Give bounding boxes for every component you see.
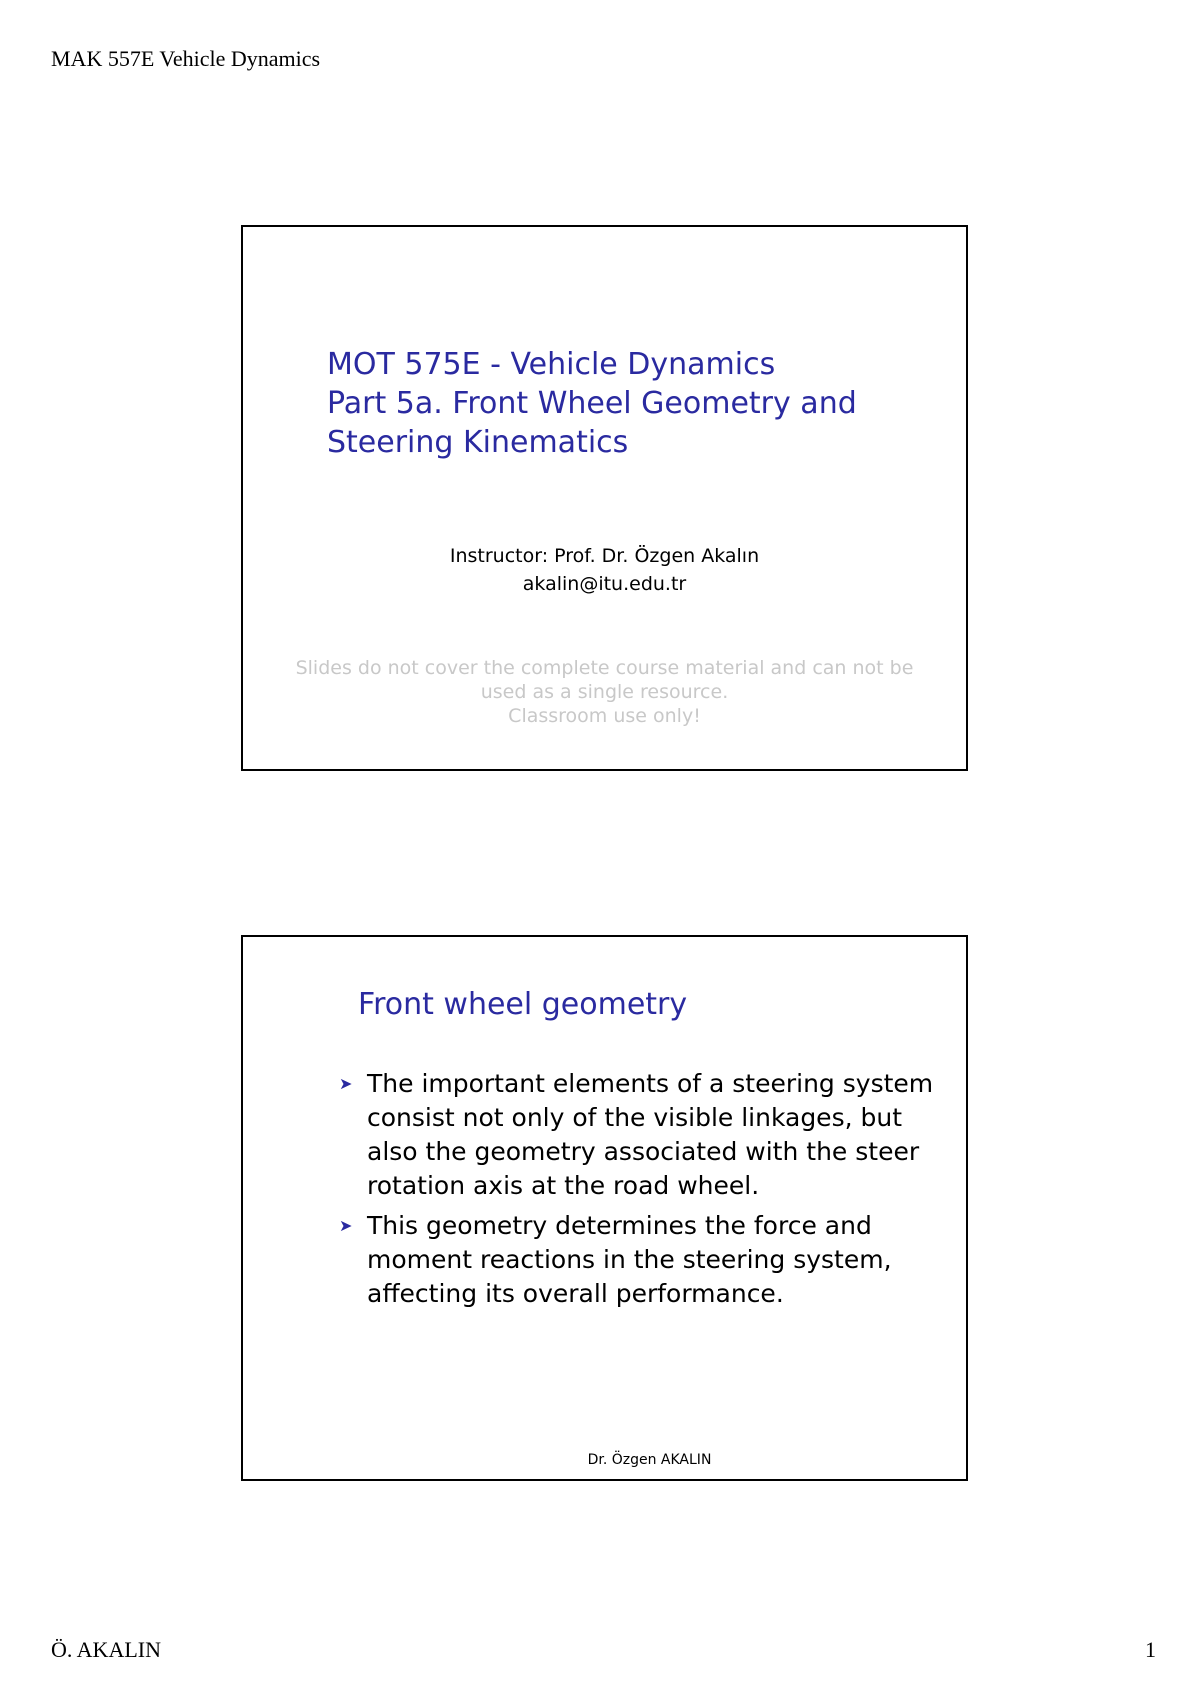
page-footer-author: Ö. AKALIN bbox=[51, 1637, 161, 1662]
instructor-email: akalin@itu.edu.tr bbox=[522, 573, 687, 595]
slide-title bbox=[241, 225, 968, 771]
slide-title-heading bbox=[327, 345, 927, 462]
page-number: 1 bbox=[1145, 1637, 1156, 1662]
bullet-item bbox=[339, 1209, 939, 1311]
note-line: Slides do not cover the complete course material and can not be bbox=[295, 657, 914, 679]
title-line: Part 5a. Front Wheel Geometry and bbox=[327, 386, 857, 421]
title-line: Steering Kinematics bbox=[327, 425, 629, 460]
slide-heading: Front wheel geometry bbox=[358, 987, 688, 1022]
bullet-list bbox=[339, 1067, 939, 1317]
bullet-text: The important elements of a steering system consist not only of the visible linkages, but also the geometry associated with the steer rotation axis at the road wheel. bbox=[367, 1069, 934, 1200]
title-line: MOT 575E - Vehicle Dynamics bbox=[327, 347, 776, 382]
slide-front-wheel-geometry bbox=[241, 935, 968, 1481]
arrow-bullet-icon: ➤ bbox=[339, 1216, 353, 1235]
note-line: used as a single resource. bbox=[480, 681, 729, 703]
arrow-bullet-icon: ➤ bbox=[339, 1074, 353, 1093]
bullet-item bbox=[339, 1067, 939, 1203]
page-header: MAK 557E Vehicle Dynamics bbox=[51, 46, 321, 71]
bullet-text: This geometry determines the force and moment reactions in the steering system, affecting its overall performance. bbox=[367, 1211, 892, 1308]
slide-footer: Dr. Özgen AKALIN bbox=[587, 1452, 712, 1468]
instructor-block bbox=[243, 542, 966, 598]
note-line: Classroom use only! bbox=[508, 705, 701, 727]
instructor-name: Instructor: Prof. Dr. Özgen Akalın bbox=[449, 545, 760, 567]
disclaimer-note bbox=[243, 656, 966, 728]
